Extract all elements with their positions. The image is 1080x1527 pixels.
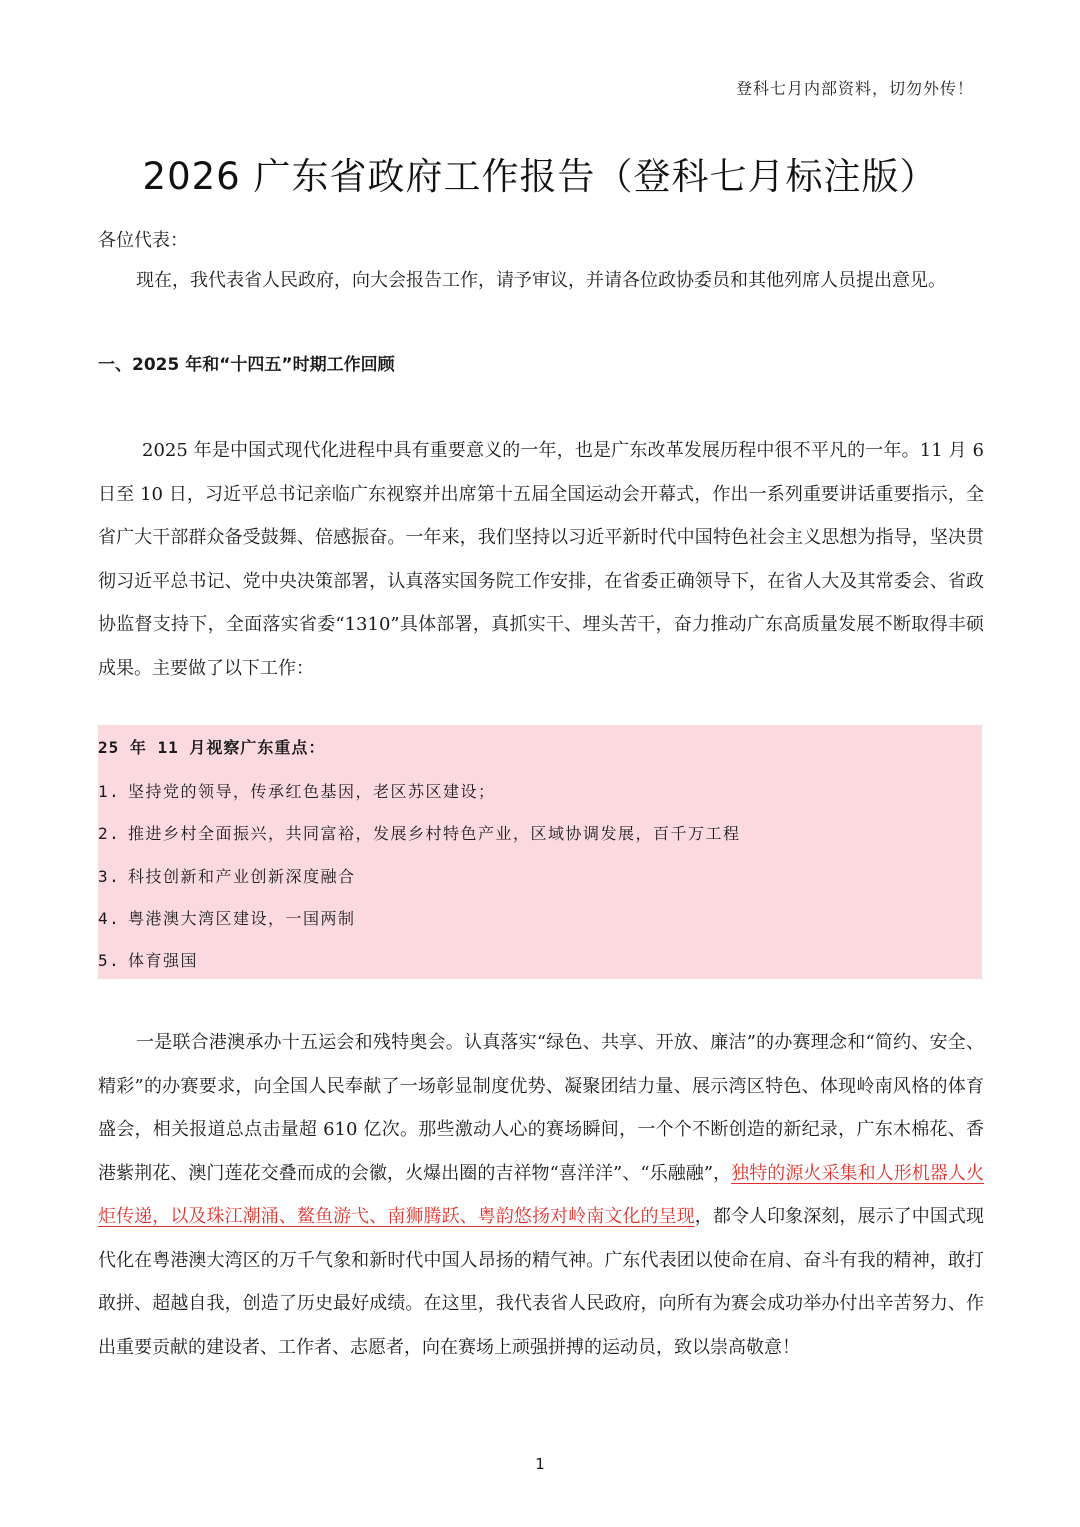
confidential-header-note: 登科七月内部资料，切勿外传！ xyxy=(735,79,974,98)
annotation-highlight-box xyxy=(98,725,982,979)
games-paragraph xyxy=(98,1021,984,1369)
annotation-list-item xyxy=(98,864,356,887)
list-item-number: 3. xyxy=(98,867,121,886)
list-item-number: 1. xyxy=(98,782,121,801)
list-item-number: 2. xyxy=(98,824,121,843)
list-item-text: 科技创新和产业创新深度融合 xyxy=(128,867,356,886)
review-paragraph: 2025 年是中国式现代化进程中具有重要意义的一年，也是广东改革发展历程中很不平凡的一年。11 月 6 日至 10 日，习近平总书记亲临广东视察并出席第十五届全国运动会开幕式，作出一系列重要讲话重要指示，全省广大干部群众备受鼓舞、倍感振奋。一年来，我们坚持以习近平新时代中国特色社会主义思想为指导，坚决贯彻习近平总书记、党中央决策部署，认真落实国务院工作安排，在省委正确领导下，在省人大及其常委会、省政协监督支持下，全面落实省委“1310”具体部署，真抓实干、埋头苦干，奋力推动广东高质量发展不断取得丰硕成果。主要做了以下工作： xyxy=(98,440,984,679)
games-paragraph-text-end: ，都令人印象深刻，展示了中国式现代化在粤港澳大湾区的万千气象和新时代中国人昂扬的精气神。广东代表团以使命在肩、奋斗有我的精神，敢打敢拼、超越自我，创造了历史最好成绩。在这里，我代表省人民政府，向所有为赛会成功举办付出辛苦努力、作出重要贡献的建设者、工作者、志愿者，向在赛场上顽强拼搏的运动员，致以崇高敬意！ xyxy=(98,1206,984,1358)
games-paragraph-text: 一是联合港澳承办十五运会和残特奥会。认真落实“绿色、共享、开放、廉洁”的办赛理念和“简约、安全、精彩”的办赛要求，向全国人民奉献了一场彰显制度优势、凝聚团结力量、展示湾区特色、体现岭南风格的体育盛会，相关报道总点击量超 610 亿次。那些激动人心的赛场瞬间，一个个不断创造的新纪录，广东木棉花、香港紫荆花、澳门莲花交叠而成的会徽，火爆出圈的吉祥物“喜洋洋”、“乐融融”， xyxy=(98,1032,984,1184)
annotation-list-item xyxy=(98,779,496,802)
list-item-text: 粤港澳大湾区建设，一国两制 xyxy=(128,909,356,928)
annotation-list-item xyxy=(98,906,356,929)
section-heading: 一、2025 年和“十四五”时期工作回顾 xyxy=(98,355,395,375)
annotation-list-item xyxy=(98,948,198,971)
list-item-text: 坚持党的领导，传承红色基因，老区苏区建设； xyxy=(128,782,496,801)
list-item-text: 推进乡村全面振兴，共同富裕，发展乡村特色产业，区域协调发展，百千万工程 xyxy=(128,824,741,843)
page-number: 1 xyxy=(535,1455,545,1473)
list-item-number: 4. xyxy=(98,909,121,928)
document-title: 2026 广东省政府工作报告（登科七月标注版） xyxy=(142,155,938,198)
list-item-text: 体育强国 xyxy=(128,951,199,970)
list-item-number: 5. xyxy=(98,951,121,970)
annotation-list-item xyxy=(98,821,741,844)
annotation-title: 25 年 11 月视察广东重点： xyxy=(98,738,326,757)
intro-paragraph: 现在，我代表省人民政府，向大会报告工作，请予审议，并请各位政协委员和其他列席人员提出意见。 xyxy=(136,270,946,291)
annotated-highlight-text: 独特的源火采集和人形机器人火炬传递，以及珠江潮涌、鳌鱼游弋、南狮腾跃、粤韵悠扬对岭南文化的呈现 xyxy=(98,1162,984,1227)
salutation: 各位代表： xyxy=(98,230,188,251)
